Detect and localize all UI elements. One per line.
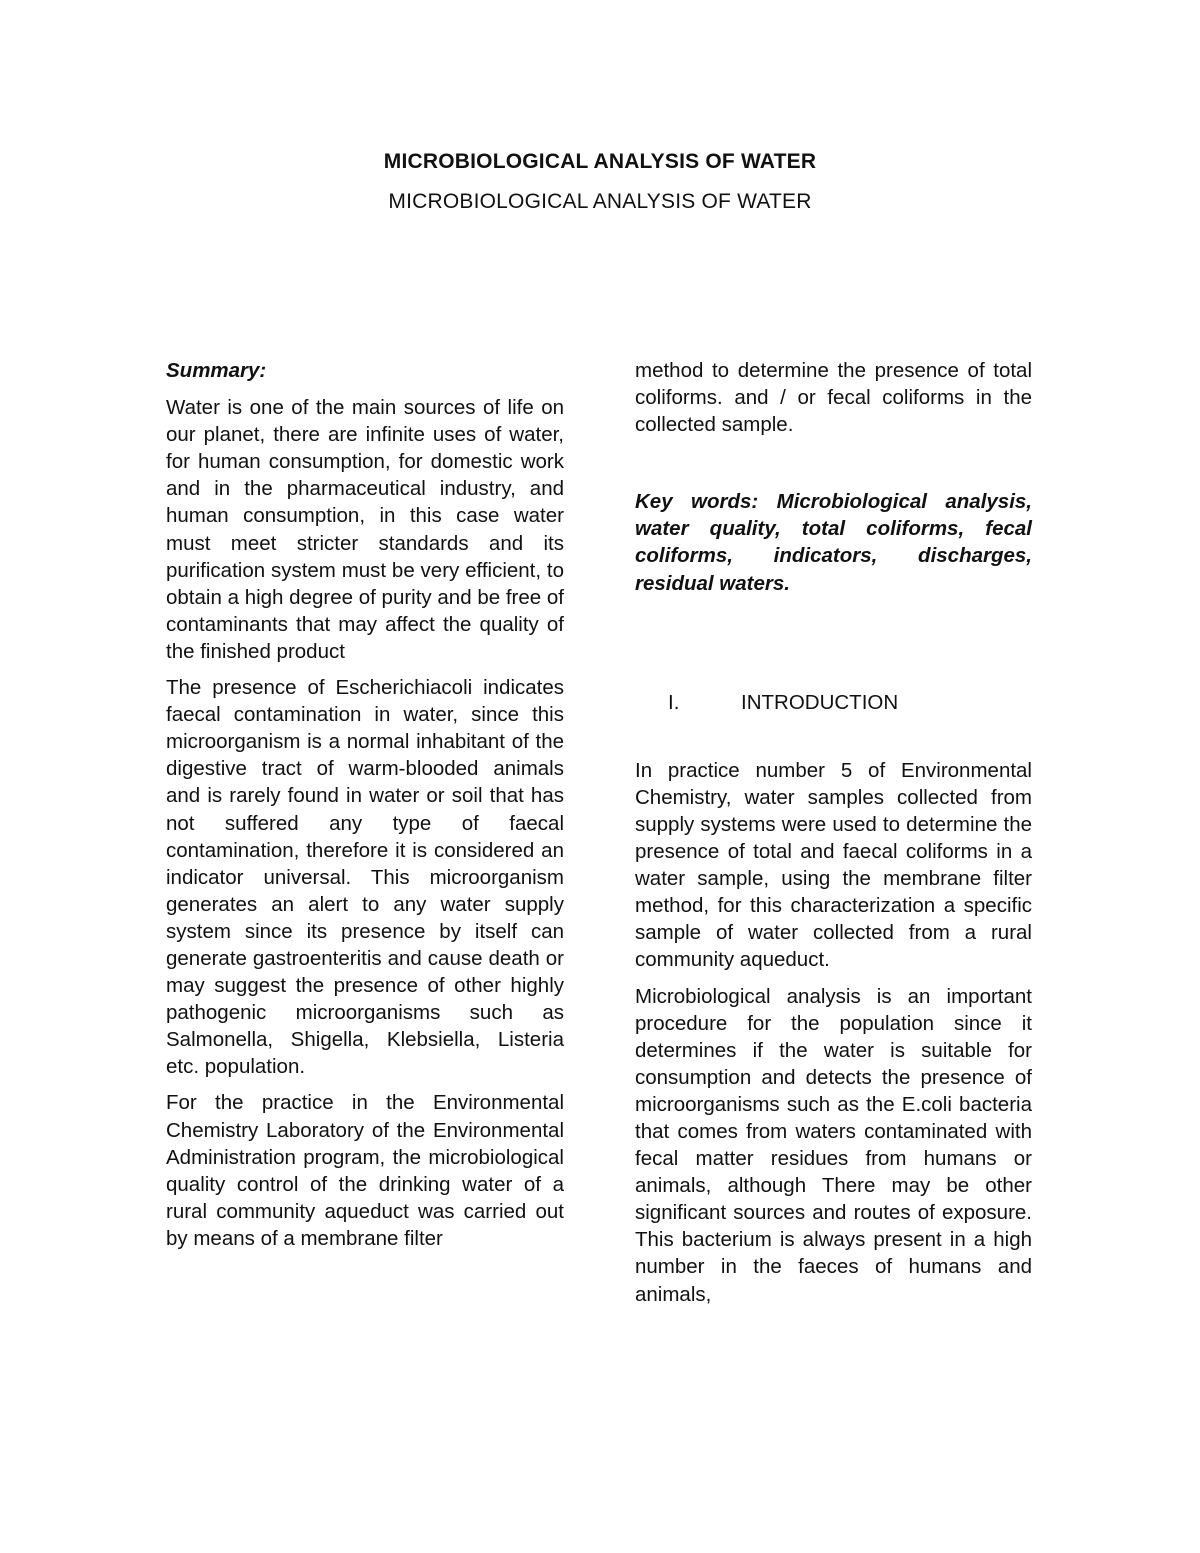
summary-continuation: method to determine the presence of total coliforms. and / or fecal coliforms in the collected sample. (635, 359, 1032, 437)
section-number: I. (668, 690, 680, 714)
introduction-paragraph-1: In practice number 5 of Environmental Chemistry, water samples collected from supply systems were used to determine the presence of total and faecal coliforms in a water sample, using the membrane filter method, for this characterization a specific sample of water collected from a rural community aqueduct. (635, 758, 1032, 972)
document-subtitle: MICROBIOLOGICAL ANALYSIS OF WATER (388, 190, 812, 213)
section-title: INTRODUCTION (741, 690, 899, 714)
left-column (166, 357, 564, 1252)
right-column (635, 357, 1032, 1308)
summary-paragraph-2: The presence of Escherichiacoli indicates faecal contamination in water, since this microorganism is a normal inhabitant of the digestive tract of warm-blooded animals and is rarely found in water or soil that has not suffered any type of faecal contamination, therefore it is considered an indicator universal. This microorganism generates an alert to any water supply system since its presence by itself can generate gastroenteritis and cause death or may suggest the presence of other highly pathogenic microorganisms such as Salmonella, Shigella, Klebsiella, Listeria etc. population. (166, 676, 564, 1079)
summary-paragraph-1: Water is one of the main sources of life on our planet, there are infinite uses of water, for human consumption, for domestic work and in the pharmaceutical industry, and human consumption, in this case water must meet stricter standards and its purification system must be very efficient, to obtain a high degree of purity and be free of contaminants that may affect the quality of the finished product (166, 396, 564, 663)
keywords: Key words: Microbiological analysis, water quality, total coliforms, fecal coliforms, indicators, discharges, residual waters. (635, 490, 1032, 595)
document-title: MICROBIOLOGICAL ANALYSIS OF WATER (383, 150, 817, 173)
introduction-paragraph-2: Microbiological analysis is an important procedure for the population since it determines if the water is suitable for consumption and detects the presence of microorganisms such as the E.coli bacteria that comes from waters contaminated with fecal matter residues from humans or animals, although There may be other significant sources and routes of exposure. This bacterium is always present in a high number in the faeces of humans and animals, (635, 984, 1032, 1306)
summary-paragraph-3: For the practice in the Environmental Chemistry Laboratory of the Environmental Administration program, the microbiological quality control of the drinking water of a rural community aqueduct was carried out by means of a membrane filter (166, 1091, 564, 1250)
summary-heading: Summary: (166, 359, 267, 382)
section-heading-introduction (635, 689, 1032, 716)
